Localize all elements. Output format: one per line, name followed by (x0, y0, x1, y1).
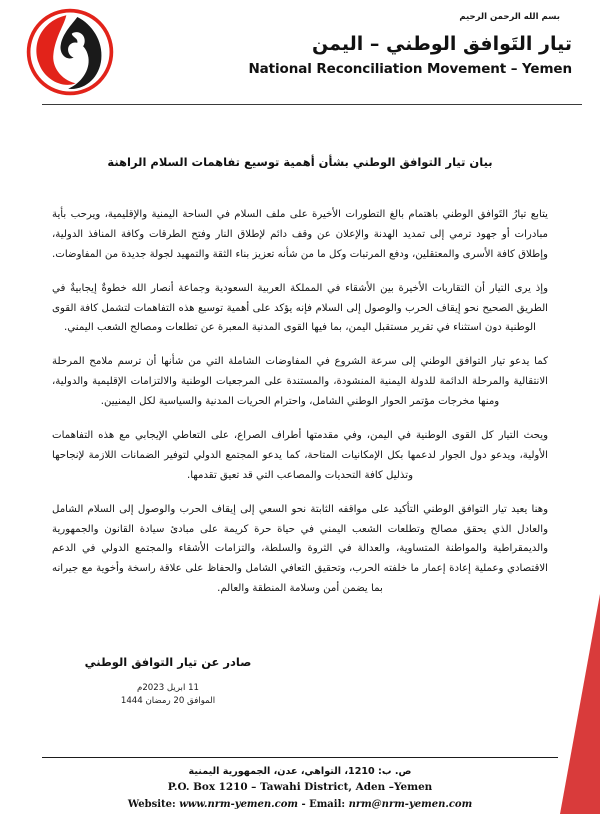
issued-by-label: صادر عن تيار التوافق الوطني (84, 655, 252, 669)
email-address[interactable]: nrm@nrm-yemen.com (348, 799, 473, 810)
body-paragraph: ويحث التيار كل القوى الوطنية في اليمن، وفي مقدمتها أطراف الصراع، على التعاطي الإيجابي مع هذه التفاهمات الأولية، ويدعو دول الجوار لدعمها بكل الإمكانيات المتاحة، كما يدعو المجتمع الدولي لتوفير الضمانات اللازمة لإنجاحها وتذليل كافة التحديات والمصاعب التي قد تعيق تقدمها. (52, 430, 548, 481)
document-footer (0, 765, 600, 812)
gregorian-date: 11 ابريل 2023م (136, 683, 200, 693)
signature-dates (38, 682, 298, 709)
body-paragraph: وهنا يعيد تيار التوافق الوطني التأكيد على مواقفه الثابتة نحو السعي إلى إيقاف الحرب والوصول إلى السلام الشامل والعادل الذي يحقق مصالح وتطلعات الشعب اليمني في حياة حرة كريمة على مبادئ سيادة القانون والجمهورية والديمقراطية والمواطنة المتساوية، والعدالة في الثروة والسلطة، والتزامات الأشقاء والمجتمع الدولي في الدعم الاقتصادي وعملية إعادة إعمار ما خلفته الحرب، وتحقيق التعافي الشامل والحفاظ على علاقة راسخة وأخوية مع جيرانه بما يضمن أمن وسلامة المنطقة والعالم. (52, 503, 548, 595)
header-divider (42, 104, 582, 105)
organization-name-arabic: تيار التَوافق الوطني – اليمن (312, 33, 572, 55)
document-title: بيان تيار التوافق الوطني بشأن أهمية توسيع تفاهمات السلام الراهنة (107, 155, 493, 169)
footer-address-arabic: ص. ب: 1210، التواهي، عدن، الجمهورية اليمنية (188, 766, 412, 777)
organization-name-english: National Reconciliation Movement – Yemen (248, 60, 572, 77)
body-paragraph: كما يدعو تيار التوافق الوطني إلى سرعة الشروع في المفاوضات الشاملة التي من شأنها أن ترسم ملامح المرحلة الانتقالية والمرحلة الدائمة للدولة اليمنية المنشودة، والمستندة على المرجعيات الوطنية والالتزامات الإقليمية والدولية، ومنها مخرجات مؤتمر الحوار الوطني الشامل، واحترام الحريات المدنية والسياسية لكل اليمنيين. (52, 356, 548, 408)
email-label: Email: (309, 799, 346, 810)
body-paragraph: وإذ يرى التيار أن التقاربات الأخيرة بين الأشقاء في المملكة العربية السعودية وجماعة أنصار الله خطوةٌ إيجابيةٌ في الطريق الصحيح نحو إيقاف الحرب والوصول إلى السلام فإنه يؤكد على أهمية توسيع هذه التفاهمات لتشمل كافة القوى الوطنية دون استثناء في تقرير مستقبل اليمن، بما فيها القوى المدنية المعبرة عن تطلعات ومصالح الشعب اليمني. (52, 282, 548, 334)
footer-separator: - (301, 799, 306, 810)
website-label: Website: (127, 799, 176, 810)
hijri-date: الموافق 20 رمضان 1444 (120, 696, 216, 707)
basmala-text: بسم الله الرحمن الرحيم (459, 12, 560, 22)
footer-contact-line (0, 797, 600, 812)
signature-block (38, 655, 298, 709)
document-header (0, 0, 600, 100)
document-body (38, 205, 562, 613)
body-paragraph: يتابع تيارُ التَوافق الوطني باهتمام بالغ التطورات الأخيرة على ملف السلام في الساحة اليمنية والإقليمية، ويرحب بأية مبادرات أو جهود ترمي إلى تمديد الهدنة والإعلان عن وقف دائم لإطلاق النار وفتح الطرقات وكافة المنافذ الدولية، وإطلاق كافة الأسرى والمعتقلين، ودفع المرتبات وكل ما من شأنه تعزيز بناء الثقة والتمهيد لجولة جديدة من المفاوضات. (52, 209, 548, 260)
footer-address-english: P.O. Box 1210 – Tawahi District, Aden –Yemen (167, 781, 433, 794)
website-url[interactable]: www.nrm-yemen.com (179, 799, 298, 810)
organization-logo-icon (22, 6, 118, 98)
footer-divider (42, 757, 558, 758)
header-text-block (192, 8, 572, 77)
